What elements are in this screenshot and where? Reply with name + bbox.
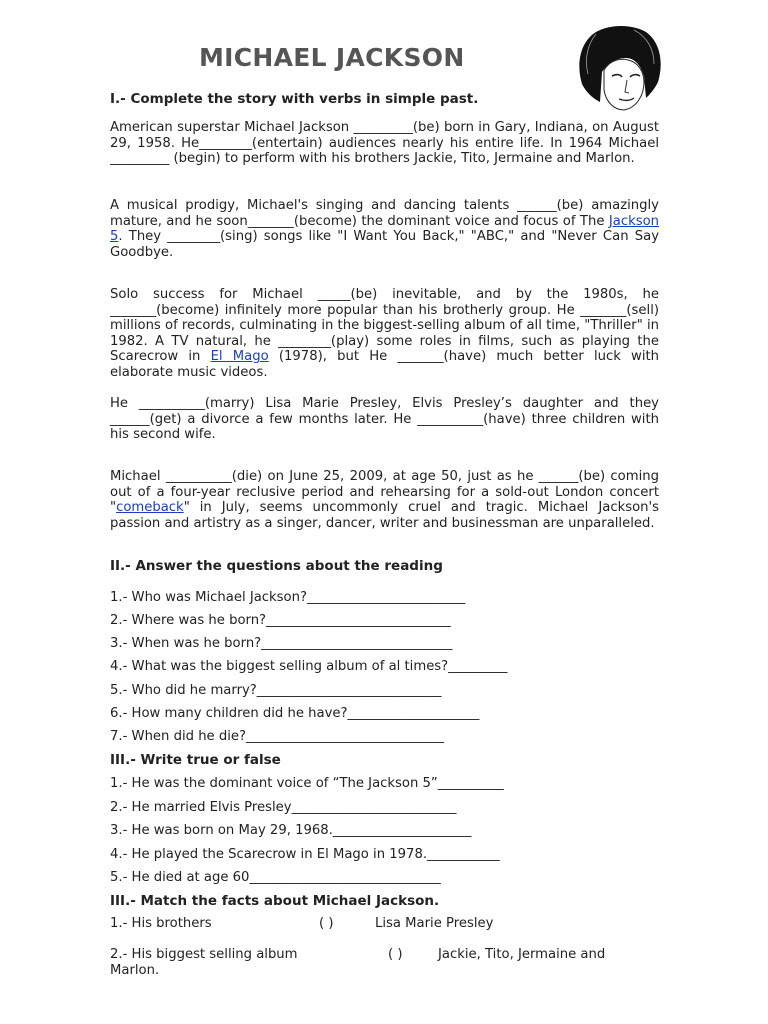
question-6: 6.- How many children did he have?____________________: [110, 706, 480, 721]
story-paragraph-5: [110, 469, 659, 531]
match-item-2-right: Jackie, Tito, Jermaine and Marlon.: [110, 947, 606, 978]
jackson-5-link[interactable]: Jackson 5: [110, 213, 659, 245]
section-1-heading: I.- Complete the story with verbs in simple past.: [110, 91, 479, 107]
true-false-5: 5.- He died at age 60_____________________________: [110, 870, 441, 885]
match-item-1-left: 1.- His brothers: [110, 916, 212, 931]
true-false-1: 1.- He was the dominant voice of “The Jackson 5”__________: [110, 776, 504, 791]
true-false-2: 2.- He married Elvis Presley_________________________: [110, 800, 457, 815]
question-3: 3.- When was he born?_____________________________: [110, 636, 453, 651]
section-2-heading: II.- Answer the questions about the reading: [110, 558, 443, 574]
story-paragraph-4: He __________(marry) Lisa Marie Presley, Elvis Presley’s daughter and they ______(get) a divorce a few months later. He __________(have) three children with his second wife.: [110, 396, 659, 443]
comeback-link[interactable]: comeback: [116, 500, 184, 516]
question-1: 1.- Who was Michael Jackson?________________________: [110, 590, 466, 605]
p3-text-start: Solo success for Michael _____(be) inevitable, and by the 1980s, he _______(become) infinitely more popular than his brotherly group. He _______(sell) millions of records, culminating in the biggest-selling album of all time, "Thriller" in 1982. A TV natural, he ________(play) some roles in films, such as playing the Scarecrow in: [110, 287, 659, 365]
page-title: MICHAEL JACKSON: [199, 43, 465, 72]
question-5: 5.- Who did he marry?____________________________: [110, 683, 442, 698]
section-4-heading: III.- Match the facts about Michael Jackson.: [110, 893, 440, 909]
el-mago-link[interactable]: El Mago: [210, 349, 269, 365]
section-3-heading: III.- Write true or false: [110, 752, 281, 768]
story-paragraph-3: [110, 287, 659, 381]
p3-text-end: (1978), but He _______(have) much better luck with elaborate music videos.: [110, 349, 660, 380]
match-item-1-right: Lisa Marie Presley: [375, 916, 494, 931]
michael-jackson-portrait: [574, 24, 666, 114]
p5-text-end: " in July, seems uncommonly cruel and tragic. Michael Jackson's passion and artistry as a singer, dancer, writer and businessman are unparalleled.: [110, 500, 659, 531]
match-item-2-blank: ( ): [388, 947, 403, 962]
story-paragraph-1: American superstar Michael Jackson _________(be) born in Gary, Indiana, on August 29, 1958. He________(entertain) audiences nearly his entire life. In 1964 Michael _________ (begin) to perform with his brothers Jackie, Tito, Jermaine and Marlon.: [110, 120, 659, 167]
true-false-4: 4.- He played the Scarecrow in El Mago in 1978.___________: [110, 847, 500, 862]
question-7: 7.- When did he die?______________________________: [110, 729, 444, 744]
story-paragraph-2: [110, 198, 659, 260]
p2-text-start: A musical prodigy, Michael's singing and dancing talents ______(be) amazingly mature, and he soon_______(become) the dominant voice and focus of The: [110, 198, 659, 229]
question-2: 2.- Where was he born?____________________________: [110, 613, 451, 628]
match-item-2-left: 2.- His biggest selling album: [110, 947, 298, 962]
true-false-3: 3.- He was born on May 29, 1968._____________________: [110, 823, 472, 838]
match-item-1-blank: ( ): [319, 916, 334, 931]
p5-text-start: Michael __________(die) on June 25, 2009, at age 50, just as he ______(be) coming out of a four-year reclusive period and rehearsing for a sold-out London concert ": [110, 469, 659, 516]
p2-text-end: . They ________(sing) songs like "I Want You Back," "ABC," and "Never Can Say Goodbye.: [110, 229, 659, 260]
question-4: 4.- What was the biggest selling album of al times?_________: [110, 659, 508, 674]
